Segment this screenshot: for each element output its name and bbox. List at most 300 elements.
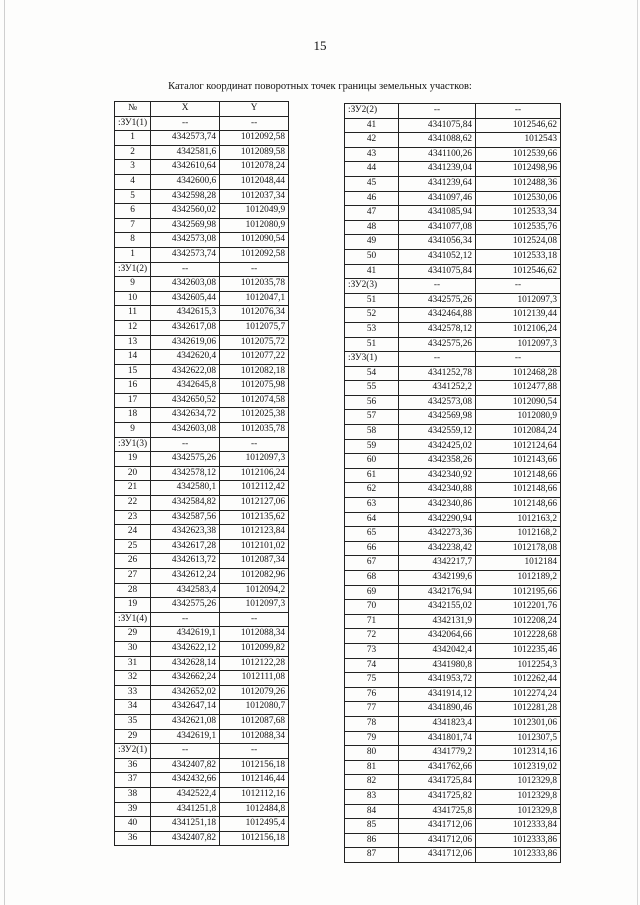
table-row — [345, 483, 561, 498]
x-coordinate-cell: 4341712,06 — [399, 848, 476, 863]
x-coordinate-cell: 4341100,26 — [399, 147, 476, 162]
point-number-cell: 66 — [345, 541, 399, 556]
table-row — [345, 600, 561, 615]
table-row — [115, 262, 289, 277]
point-number-cell: 46 — [345, 191, 399, 206]
point-number-cell: 41 — [345, 118, 399, 133]
point-number-cell: 35 — [115, 714, 151, 729]
y-coordinate-cell: 1012477,88 — [476, 381, 561, 396]
point-number-cell: 20 — [115, 466, 151, 481]
y-coordinate-cell: 1012080,9 — [220, 218, 289, 233]
point-number-cell: 67 — [345, 556, 399, 571]
x-coordinate-cell: 4341252,2 — [399, 381, 476, 396]
x-coordinate-cell: 4342603,08 — [151, 277, 220, 292]
point-number-cell: 65 — [345, 527, 399, 542]
x-coordinate-cell: 4342573,74 — [151, 247, 220, 262]
y-coordinate-cell: 1012088,34 — [220, 627, 289, 642]
y-coordinate-cell: 1012533,34 — [476, 206, 561, 221]
table-row — [345, 366, 561, 381]
point-number-cell: 76 — [345, 687, 399, 702]
x-coordinate-cell: 4342622,08 — [151, 364, 220, 379]
y-coordinate-cell: 1012201,76 — [476, 600, 561, 615]
x-coordinate-cell: 4342598,28 — [151, 189, 220, 204]
parcel-label-cell: :ЗУ1(2) — [115, 262, 151, 277]
point-number-cell: 5 — [115, 189, 151, 204]
table-row — [345, 206, 561, 221]
point-number-cell: 58 — [345, 425, 399, 440]
x-coordinate-cell: 4342578,12 — [151, 466, 220, 481]
y-coordinate-cell: -- — [220, 612, 289, 627]
y-coordinate-cell: 1012112,42 — [220, 481, 289, 496]
table-row — [345, 293, 561, 308]
y-coordinate-cell: 1012484,8 — [220, 802, 289, 817]
table-row — [345, 308, 561, 323]
table-row — [115, 291, 289, 306]
point-number-cell: 30 — [115, 641, 151, 656]
parcel-label-cell: :ЗУ2(3) — [345, 279, 399, 294]
point-number-cell: 55 — [345, 381, 399, 396]
y-coordinate-cell: 1012079,26 — [220, 685, 289, 700]
y-coordinate-cell: -- — [220, 744, 289, 759]
table-row — [345, 819, 561, 834]
point-number-cell: 41 — [345, 264, 399, 279]
table-row — [115, 598, 289, 613]
x-coordinate-cell: 4342620,4 — [151, 350, 220, 365]
y-coordinate-cell: 1012468,28 — [476, 366, 561, 381]
point-number-cell: 62 — [345, 483, 399, 498]
y-coordinate-cell: -- — [476, 352, 561, 367]
table-row — [115, 496, 289, 511]
x-coordinate-cell: -- — [151, 437, 220, 452]
scan-edge-left — [4, 0, 5, 905]
table-row — [345, 571, 561, 586]
x-coordinate-cell: 4342581,6 — [151, 145, 220, 160]
page-number: 15 — [313, 38, 327, 53]
table-row — [345, 789, 561, 804]
table-row — [115, 306, 289, 321]
y-coordinate-cell: 1012097,3 — [220, 598, 289, 613]
point-number-cell: 74 — [345, 658, 399, 673]
point-number-cell: 87 — [345, 848, 399, 863]
x-coordinate-cell: 4342131,9 — [399, 614, 476, 629]
table-row — [115, 335, 289, 350]
table-row — [345, 716, 561, 731]
y-coordinate-cell: 1012082,18 — [220, 364, 289, 379]
point-number-cell: 54 — [345, 366, 399, 381]
table-row — [115, 393, 289, 408]
y-coordinate-cell: 1012097,3 — [476, 293, 561, 308]
table-row — [345, 410, 561, 425]
point-number-cell: 69 — [345, 585, 399, 600]
point-number-cell: 83 — [345, 789, 399, 804]
point-number-cell: 50 — [345, 249, 399, 264]
table-row — [115, 627, 289, 642]
y-coordinate-cell: 1012025,38 — [220, 408, 289, 423]
x-coordinate-cell: 4341056,34 — [399, 235, 476, 250]
table-row — [115, 320, 289, 335]
header-number: № — [115, 102, 151, 117]
x-coordinate-cell: -- — [151, 262, 220, 277]
x-coordinate-cell: 4342573,74 — [151, 131, 220, 146]
x-coordinate-cell: 4342560,02 — [151, 204, 220, 219]
point-number-cell: 7 — [115, 218, 151, 233]
x-coordinate-cell: 4341779,2 — [399, 746, 476, 761]
table-row — [115, 802, 289, 817]
x-coordinate-cell: 4342612,24 — [151, 569, 220, 584]
point-number-cell: 64 — [345, 512, 399, 527]
y-coordinate-cell: 1012048,44 — [220, 174, 289, 189]
table-row — [345, 702, 561, 717]
table-row — [115, 481, 289, 496]
table-row — [115, 379, 289, 394]
y-coordinate-cell: 1012099,82 — [220, 641, 289, 656]
y-coordinate-cell: 1012208,24 — [476, 614, 561, 629]
y-coordinate-cell: 1012329,8 — [476, 804, 561, 819]
x-coordinate-cell: 4342652,02 — [151, 685, 220, 700]
coordinates-table-right — [344, 103, 561, 863]
point-number-cell: 19 — [115, 598, 151, 613]
y-coordinate-cell: 1012080,7 — [220, 700, 289, 715]
table-row — [345, 322, 561, 337]
table-row — [115, 525, 289, 540]
table-row — [115, 145, 289, 160]
parcel-label-cell: :ЗУ3(1) — [345, 352, 399, 367]
x-coordinate-cell: 4341239,64 — [399, 176, 476, 191]
x-coordinate-cell: 4341088,62 — [399, 133, 476, 148]
parcel-label-cell: :ЗУ2(2) — [345, 104, 399, 119]
table-row — [345, 220, 561, 235]
table-row — [115, 539, 289, 554]
y-coordinate-cell: 1012189,2 — [476, 571, 561, 586]
y-coordinate-cell: 1012092,58 — [220, 247, 289, 262]
point-number-cell: 29 — [115, 729, 151, 744]
x-coordinate-cell: -- — [151, 744, 220, 759]
y-coordinate-cell: 1012035,78 — [220, 423, 289, 438]
y-coordinate-cell: 1012235,46 — [476, 643, 561, 658]
point-number-cell: 78 — [345, 716, 399, 731]
x-coordinate-cell: 4342575,26 — [399, 337, 476, 352]
point-number-cell: 24 — [115, 525, 151, 540]
x-coordinate-cell: 4341052,12 — [399, 249, 476, 264]
table-row — [115, 116, 289, 131]
x-coordinate-cell: 4341077,08 — [399, 220, 476, 235]
y-coordinate-cell: 1012106,24 — [476, 322, 561, 337]
table-row — [115, 817, 289, 832]
point-number-cell: 63 — [345, 498, 399, 513]
x-coordinate-cell: -- — [399, 104, 476, 119]
table-row — [345, 643, 561, 658]
y-coordinate-cell: 1012156,18 — [220, 758, 289, 773]
parcel-label-cell: :ЗУ2(1) — [115, 744, 151, 759]
y-coordinate-cell: 1012087,34 — [220, 554, 289, 569]
point-number-cell: 18 — [115, 408, 151, 423]
x-coordinate-cell: 4342619,06 — [151, 335, 220, 350]
x-coordinate-cell: 4342569,98 — [399, 410, 476, 425]
point-number-cell: 57 — [345, 410, 399, 425]
x-coordinate-cell: 4342634,72 — [151, 408, 220, 423]
x-coordinate-cell: 4342042,4 — [399, 643, 476, 658]
table-row — [115, 277, 289, 292]
x-coordinate-cell: 4341239,04 — [399, 162, 476, 177]
table-row — [345, 439, 561, 454]
table-row — [345, 585, 561, 600]
x-coordinate-cell: 4341914,12 — [399, 687, 476, 702]
x-coordinate-cell: 4342290,94 — [399, 512, 476, 527]
y-coordinate-cell: 1012319,02 — [476, 760, 561, 775]
point-number-cell: 17 — [115, 393, 151, 408]
table-header-row — [115, 102, 289, 117]
y-coordinate-cell: 1012262,44 — [476, 673, 561, 688]
y-coordinate-cell: 1012314,16 — [476, 746, 561, 761]
x-coordinate-cell: 4342559,12 — [399, 425, 476, 440]
table-row — [115, 744, 289, 759]
point-number-cell: 11 — [115, 306, 151, 321]
table-row — [345, 746, 561, 761]
x-coordinate-cell: 4342064,66 — [399, 629, 476, 644]
x-coordinate-cell: 4342650,52 — [151, 393, 220, 408]
point-number-cell: 71 — [345, 614, 399, 629]
point-number-cell: 4 — [115, 174, 151, 189]
y-coordinate-cell: -- — [220, 437, 289, 452]
point-number-cell: 44 — [345, 162, 399, 177]
x-coordinate-cell: 4342645,8 — [151, 379, 220, 394]
point-number-cell: 23 — [115, 510, 151, 525]
x-coordinate-cell: 4342432,66 — [151, 773, 220, 788]
parcel-label-cell: :ЗУ1(4) — [115, 612, 151, 627]
y-coordinate-cell: 1012281,28 — [476, 702, 561, 717]
x-coordinate-cell: 4342619,1 — [151, 729, 220, 744]
x-coordinate-cell: 4341252,78 — [399, 366, 476, 381]
table-row — [115, 569, 289, 584]
point-number-cell: 13 — [115, 335, 151, 350]
y-coordinate-cell: 1012168,2 — [476, 527, 561, 542]
table-body-right — [345, 104, 561, 863]
table-row — [345, 629, 561, 644]
point-number-cell: 31 — [115, 656, 151, 671]
table-row — [345, 176, 561, 191]
point-number-cell: 36 — [115, 758, 151, 773]
y-coordinate-cell: 1012156,18 — [220, 831, 289, 846]
table-row — [115, 204, 289, 219]
x-coordinate-cell: 4342273,36 — [399, 527, 476, 542]
x-coordinate-cell: 4342610,64 — [151, 160, 220, 175]
x-coordinate-cell: 4342628,14 — [151, 656, 220, 671]
table-row — [345, 833, 561, 848]
y-coordinate-cell: 1012094,2 — [220, 583, 289, 598]
table-row — [345, 264, 561, 279]
y-coordinate-cell: 1012301,06 — [476, 716, 561, 731]
table-row — [115, 131, 289, 146]
y-coordinate-cell: 1012195,66 — [476, 585, 561, 600]
point-number-cell: 37 — [115, 773, 151, 788]
point-number-cell: 60 — [345, 454, 399, 469]
y-coordinate-cell: 1012178,08 — [476, 541, 561, 556]
table-row — [115, 714, 289, 729]
table-row — [115, 247, 289, 262]
table-row — [115, 218, 289, 233]
table-row — [115, 160, 289, 175]
x-coordinate-cell: 4342605,44 — [151, 291, 220, 306]
x-coordinate-cell: 4342340,86 — [399, 498, 476, 513]
point-number-cell: 27 — [115, 569, 151, 584]
table-row — [345, 658, 561, 673]
x-coordinate-cell: 4342407,82 — [151, 758, 220, 773]
x-coordinate-cell: -- — [151, 116, 220, 131]
x-coordinate-cell: 4341075,84 — [399, 264, 476, 279]
table-row — [115, 641, 289, 656]
table-row — [345, 118, 561, 133]
x-coordinate-cell: 4342575,26 — [399, 293, 476, 308]
table-row — [345, 556, 561, 571]
x-coordinate-cell: 4342464,88 — [399, 308, 476, 323]
y-coordinate-cell: 1012078,24 — [220, 160, 289, 175]
y-coordinate-cell: 1012135,62 — [220, 510, 289, 525]
table-row — [345, 133, 561, 148]
x-coordinate-cell: 4342617,28 — [151, 539, 220, 554]
x-coordinate-cell: 4342340,88 — [399, 483, 476, 498]
y-coordinate-cell: 1012076,34 — [220, 306, 289, 321]
point-number-cell: 81 — [345, 760, 399, 775]
y-coordinate-cell: 1012124,64 — [476, 439, 561, 454]
y-coordinate-cell: 1012333,84 — [476, 819, 561, 834]
x-coordinate-cell: 4342647,14 — [151, 700, 220, 715]
y-coordinate-cell: 1012075,72 — [220, 335, 289, 350]
x-coordinate-cell: 4342578,12 — [399, 322, 476, 337]
y-coordinate-cell: 1012333,86 — [476, 848, 561, 863]
y-coordinate-cell: 1012123,84 — [220, 525, 289, 540]
point-number-cell: 6 — [115, 204, 151, 219]
point-number-cell: 10 — [115, 291, 151, 306]
table-row — [345, 673, 561, 688]
point-number-cell: 61 — [345, 468, 399, 483]
point-number-cell: 40 — [115, 817, 151, 832]
y-coordinate-cell: 1012075,98 — [220, 379, 289, 394]
point-number-cell: 38 — [115, 787, 151, 802]
y-coordinate-cell: 1012254,3 — [476, 658, 561, 673]
catalog-caption: Каталог координат поворотных точек границы земельных участков: — [168, 81, 472, 92]
table-row — [345, 614, 561, 629]
point-number-cell: 8 — [115, 233, 151, 248]
point-number-cell: 73 — [345, 643, 399, 658]
table-row — [345, 512, 561, 527]
x-coordinate-cell: 4342522,4 — [151, 787, 220, 802]
x-coordinate-cell: 4342407,82 — [151, 831, 220, 846]
x-coordinate-cell: 4341725,84 — [399, 775, 476, 790]
y-coordinate-cell: 1012146,44 — [220, 773, 289, 788]
y-coordinate-cell: 1012495,4 — [220, 817, 289, 832]
table-row — [115, 612, 289, 627]
y-coordinate-cell: 1012148,66 — [476, 483, 561, 498]
table-row — [115, 554, 289, 569]
y-coordinate-cell: 1012546,62 — [476, 118, 561, 133]
x-coordinate-cell: 4341097,46 — [399, 191, 476, 206]
table-row — [115, 758, 289, 773]
table-body-left — [115, 116, 289, 846]
table-row — [345, 687, 561, 702]
point-number-cell: 19 — [115, 452, 151, 467]
x-coordinate-cell: -- — [399, 352, 476, 367]
table-row — [345, 804, 561, 819]
y-coordinate-cell: 1012097,3 — [220, 452, 289, 467]
x-coordinate-cell: 4342600,6 — [151, 174, 220, 189]
point-number-cell: 51 — [345, 293, 399, 308]
table-row — [345, 760, 561, 775]
table-row — [345, 395, 561, 410]
x-coordinate-cell: 4342615,3 — [151, 306, 220, 321]
x-coordinate-cell: 4342580,1 — [151, 481, 220, 496]
point-number-cell: 47 — [345, 206, 399, 221]
point-number-cell: 86 — [345, 833, 399, 848]
x-coordinate-cell: 4341725,82 — [399, 789, 476, 804]
x-coordinate-cell: 4341762,66 — [399, 760, 476, 775]
y-coordinate-cell: 1012035,78 — [220, 277, 289, 292]
x-coordinate-cell: 4342176,94 — [399, 585, 476, 600]
y-coordinate-cell: 1012329,8 — [476, 789, 561, 804]
table-row — [115, 364, 289, 379]
x-coordinate-cell: 4342155,02 — [399, 600, 476, 615]
table-row — [115, 700, 289, 715]
y-coordinate-cell: -- — [476, 279, 561, 294]
y-coordinate-cell: 1012535,76 — [476, 220, 561, 235]
point-number-cell: 33 — [115, 685, 151, 700]
y-coordinate-cell: 1012074,58 — [220, 393, 289, 408]
table-row — [345, 454, 561, 469]
point-number-cell: 15 — [115, 364, 151, 379]
x-coordinate-cell: 4341725,8 — [399, 804, 476, 819]
y-coordinate-cell: 1012075,7 — [220, 320, 289, 335]
y-coordinate-cell: 1012082,96 — [220, 569, 289, 584]
x-coordinate-cell: 4342573,08 — [151, 233, 220, 248]
x-coordinate-cell: 4341890,46 — [399, 702, 476, 717]
point-number-cell: 45 — [345, 176, 399, 191]
y-coordinate-cell: 1012488,36 — [476, 176, 561, 191]
y-coordinate-cell: 1012088,34 — [220, 729, 289, 744]
point-number-cell: 39 — [115, 802, 151, 817]
x-coordinate-cell: 4341823,4 — [399, 716, 476, 731]
point-number-cell: 51 — [345, 337, 399, 352]
x-coordinate-cell: 4341801,74 — [399, 731, 476, 746]
x-coordinate-cell: 4341251,8 — [151, 802, 220, 817]
point-number-cell: 82 — [345, 775, 399, 790]
x-coordinate-cell: 4342573,08 — [399, 395, 476, 410]
x-coordinate-cell: 4341953,72 — [399, 673, 476, 688]
x-coordinate-cell: 4342569,98 — [151, 218, 220, 233]
point-number-cell: 36 — [115, 831, 151, 846]
x-coordinate-cell: 4342613,72 — [151, 554, 220, 569]
point-number-cell: 14 — [115, 350, 151, 365]
x-coordinate-cell: 4342575,26 — [151, 598, 220, 613]
table-row — [115, 671, 289, 686]
y-coordinate-cell: 1012047,1 — [220, 291, 289, 306]
y-coordinate-cell: 1012148,66 — [476, 468, 561, 483]
point-number-cell: 49 — [345, 235, 399, 250]
y-coordinate-cell: 1012143,66 — [476, 454, 561, 469]
header-x: X — [151, 102, 220, 117]
x-coordinate-cell: 4341980,8 — [399, 658, 476, 673]
x-coordinate-cell: 4341075,84 — [399, 118, 476, 133]
table-row — [115, 510, 289, 525]
table-row — [345, 279, 561, 294]
x-coordinate-cell: 4342217,7 — [399, 556, 476, 571]
y-coordinate-cell: 1012524,08 — [476, 235, 561, 250]
point-number-cell: 32 — [115, 671, 151, 686]
table-row — [345, 498, 561, 513]
table-row — [345, 352, 561, 367]
point-number-cell: 52 — [345, 308, 399, 323]
y-coordinate-cell: 1012112,16 — [220, 787, 289, 802]
table-row — [115, 729, 289, 744]
x-coordinate-cell: 4342199,6 — [399, 571, 476, 586]
